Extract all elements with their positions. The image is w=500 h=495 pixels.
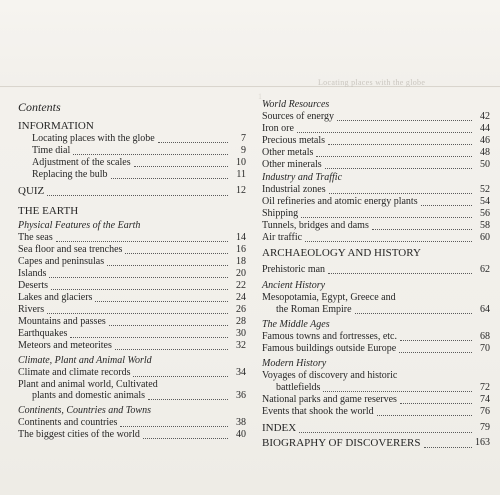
dot-leader xyxy=(329,193,472,194)
dot-leader xyxy=(148,399,228,400)
toc-entry-title: Rivers xyxy=(18,304,45,315)
dot-leader xyxy=(400,340,472,341)
facing-page-ghost-text: Locating places with the globe xyxy=(318,78,426,87)
toc-entry xyxy=(18,268,246,280)
toc-entry xyxy=(18,280,246,292)
dot-leader xyxy=(158,142,228,143)
facing-page-ghost-number: 1 xyxy=(258,92,262,101)
toc-entry-title: Plant and animal world, Cultivated xyxy=(18,379,158,390)
dot-leader xyxy=(73,154,228,155)
dot-leader xyxy=(120,426,228,427)
toc-entry-title: Replacing the bulb xyxy=(32,169,108,180)
toc-entry xyxy=(262,147,490,159)
page-number: 46 xyxy=(480,135,490,146)
page-number: 11 xyxy=(236,169,246,180)
toc-entry-title: Famous buildings outside Europe xyxy=(262,343,397,354)
page-number: 70 xyxy=(480,343,490,354)
section-heading-label: INFORMATION xyxy=(18,120,94,132)
page-number: 76 xyxy=(480,406,490,417)
dot-leader xyxy=(95,301,228,302)
toc-entry xyxy=(18,367,246,379)
toc-entry xyxy=(18,304,246,316)
toc-entry-title: Time dial xyxy=(32,145,71,156)
page-number: 14 xyxy=(236,232,246,243)
subsection-heading: The Middle Ages xyxy=(262,319,330,330)
toc-entry-title: Continents and countries xyxy=(18,417,118,428)
toc-entry xyxy=(18,157,246,169)
toc-entry-title: the Roman Empire xyxy=(276,304,352,315)
page-number: 42 xyxy=(480,111,490,122)
toc-entry-title: Voyages of discovery and historic xyxy=(262,370,398,381)
toc-entry xyxy=(18,232,246,244)
dot-leader xyxy=(372,229,472,230)
dot-leader xyxy=(305,241,472,242)
section-heading-label: ARCHAEOLOGY AND HISTORY xyxy=(262,247,421,259)
dot-leader xyxy=(299,432,472,433)
dot-leader xyxy=(301,217,472,218)
toc-entry xyxy=(18,133,246,145)
page-number: 38 xyxy=(236,417,246,428)
toc-entry-title: Earthquakes xyxy=(18,328,68,339)
dot-leader xyxy=(377,415,472,416)
subsection-heading: Continents, Countries and Towns xyxy=(18,405,151,416)
toc-entry-title: Other metals xyxy=(262,147,314,158)
subsection-heading: Climate, Plant and Animal World xyxy=(18,355,152,366)
dot-leader xyxy=(47,195,228,196)
toc-entry-title: Precious metals xyxy=(262,135,326,146)
toc-entry xyxy=(262,304,490,316)
page-number: 52 xyxy=(480,184,490,195)
toc-entry-title: Sources of energy xyxy=(262,111,335,122)
subsection-heading: Modern History xyxy=(262,358,327,369)
page-number: 20 xyxy=(236,268,246,279)
dot-leader xyxy=(355,313,472,314)
section-heading xyxy=(262,422,490,435)
dot-leader xyxy=(328,273,472,274)
dot-leader xyxy=(400,403,472,404)
toc-entry xyxy=(18,328,246,340)
toc-entry-title: Iron ore xyxy=(262,123,294,134)
dot-leader xyxy=(297,132,472,133)
toc-entry-title: Lakes and glaciers xyxy=(18,292,93,303)
toc-entry-title: Deserts xyxy=(18,280,48,291)
toc-entry-title: Oil refineries and atomic energy plants xyxy=(262,196,418,207)
toc-entry-title: Sea floor and sea trenches xyxy=(18,244,123,255)
toc-entry xyxy=(262,123,490,135)
toc-entry xyxy=(18,292,246,304)
page-number: 30 xyxy=(236,328,246,339)
page-number: 7 xyxy=(241,133,246,144)
page-number: 60 xyxy=(480,232,490,243)
page-number: 79 xyxy=(480,422,490,433)
dot-leader xyxy=(115,349,228,350)
toc-entry-title: Industrial zones xyxy=(262,184,326,195)
toc-entry-title: The seas xyxy=(18,232,53,243)
dot-leader xyxy=(49,277,228,278)
dot-leader xyxy=(109,325,228,326)
dot-leader xyxy=(56,241,228,242)
toc-entry-title: Locating places with the globe xyxy=(32,133,155,144)
dot-leader xyxy=(316,156,472,157)
dot-leader xyxy=(111,178,228,179)
page-number: 48 xyxy=(480,147,490,158)
toc-entry xyxy=(262,184,490,196)
toc-entry-title: Air traffic xyxy=(262,232,303,243)
toc-entry xyxy=(262,111,490,123)
page-number: 9 xyxy=(241,145,246,156)
toc-entry-line xyxy=(262,370,490,382)
dot-leader xyxy=(70,337,228,338)
page-number: 163 xyxy=(475,437,490,448)
dot-leader xyxy=(107,265,228,266)
dot-leader xyxy=(424,447,472,448)
dot-leader xyxy=(399,352,472,353)
toc-entry xyxy=(262,264,490,276)
subsection-heading: World Resources xyxy=(262,99,330,110)
page-number: 32 xyxy=(236,340,246,351)
toc-entry xyxy=(262,159,490,171)
toc-entry-title: Adjustment of the scales xyxy=(32,157,131,168)
page-number: 74 xyxy=(480,394,490,405)
page-number: 28 xyxy=(236,316,246,327)
toc-entry-title: Events that shook the world xyxy=(262,406,374,417)
section-heading-label: BIOGRAPHY OF DISCOVERERS xyxy=(262,437,421,449)
page-number: 36 xyxy=(236,390,246,401)
section-heading-label: QUIZ xyxy=(18,185,45,197)
toc-entry-title: Mesopotamia, Egypt, Greece and xyxy=(262,292,396,303)
page-number: 72 xyxy=(480,382,490,393)
dot-leader xyxy=(134,166,228,167)
dot-leader xyxy=(125,253,228,254)
section-heading xyxy=(262,247,490,260)
facing-page-edge xyxy=(0,0,500,88)
page-number: 12 xyxy=(236,185,246,196)
dot-leader xyxy=(325,168,472,169)
section-heading xyxy=(262,437,490,450)
toc-entry xyxy=(262,382,490,394)
toc-entry xyxy=(18,417,246,429)
toc-entry-title: Other minerals xyxy=(262,159,322,170)
toc-entry xyxy=(262,406,490,418)
page-number: 24 xyxy=(236,292,246,303)
toc-entry xyxy=(262,196,490,208)
section-heading-label: THE EARTH xyxy=(18,205,79,217)
dot-leader xyxy=(337,120,472,121)
toc-entry xyxy=(262,208,490,220)
page-number: 34 xyxy=(236,367,246,378)
toc-entry-line xyxy=(262,292,490,304)
toc-entry xyxy=(262,394,490,406)
toc-entry-title: Islands xyxy=(18,268,47,279)
contents-title: Contents xyxy=(18,100,61,114)
toc-entry-title: Famous towns and fortresses, etc. xyxy=(262,331,397,342)
toc-entry-title: Shipping xyxy=(262,208,299,219)
toc-entry xyxy=(262,343,490,355)
page-number: 64 xyxy=(480,304,490,315)
toc-entry xyxy=(262,331,490,343)
page-number: 26 xyxy=(236,304,246,315)
section-heading xyxy=(18,120,246,133)
toc-entry-title: Mountains and passes xyxy=(18,316,106,327)
toc-entry xyxy=(18,244,246,256)
page-number: 68 xyxy=(480,331,490,342)
section-heading xyxy=(18,205,246,218)
toc-entry-title: Capes and peninsulas xyxy=(18,256,105,267)
toc-entry-title: battlefields xyxy=(276,382,321,393)
section-heading xyxy=(18,185,246,198)
dot-leader xyxy=(328,144,472,145)
dot-leader xyxy=(133,376,228,377)
page-number: 44 xyxy=(480,123,490,134)
dot-leader xyxy=(47,313,228,314)
page-number: 22 xyxy=(236,280,246,291)
toc-entry-title: Tunnels, bridges and dams xyxy=(262,220,369,231)
page-number: 40 xyxy=(236,429,246,440)
toc-entry xyxy=(18,340,246,352)
toc-entry xyxy=(18,145,246,157)
toc-entry-title: National parks and game reserves xyxy=(262,394,397,405)
page-number: 16 xyxy=(236,244,246,255)
toc-entry-title: Climate and climate records xyxy=(18,367,131,378)
dot-leader xyxy=(323,391,472,392)
subsection-heading: Ancient History xyxy=(262,280,326,291)
page-number: 50 xyxy=(480,159,490,170)
toc-entry xyxy=(18,316,246,328)
toc-entry-title: Prehistoric man xyxy=(262,264,326,275)
subsection-heading: Industry and Traffic xyxy=(262,172,343,183)
toc-entry-title: plants and domestic animals xyxy=(32,390,146,401)
page-number: 54 xyxy=(480,196,490,207)
toc-entry xyxy=(18,169,246,181)
page-number: 10 xyxy=(236,157,246,168)
page-number: 62 xyxy=(480,264,490,275)
section-heading-label: INDEX xyxy=(262,422,297,434)
dot-leader xyxy=(143,438,228,439)
toc-entry xyxy=(18,256,246,268)
toc-entry xyxy=(18,429,246,441)
subsection-heading: Physical Features of the Earth xyxy=(18,220,141,231)
page-number: 56 xyxy=(480,208,490,219)
toc-entry-title: Meteors and meteorites xyxy=(18,340,112,351)
toc-entry-title: The biggest cities of the world xyxy=(18,429,140,440)
page-number: 18 xyxy=(236,256,246,267)
toc-entry xyxy=(262,220,490,232)
toc-entry xyxy=(262,135,490,147)
page-number: 58 xyxy=(480,220,490,231)
toc-entry xyxy=(18,390,246,402)
dot-leader xyxy=(421,205,472,206)
dot-leader xyxy=(51,289,228,290)
toc-entry xyxy=(262,232,490,244)
